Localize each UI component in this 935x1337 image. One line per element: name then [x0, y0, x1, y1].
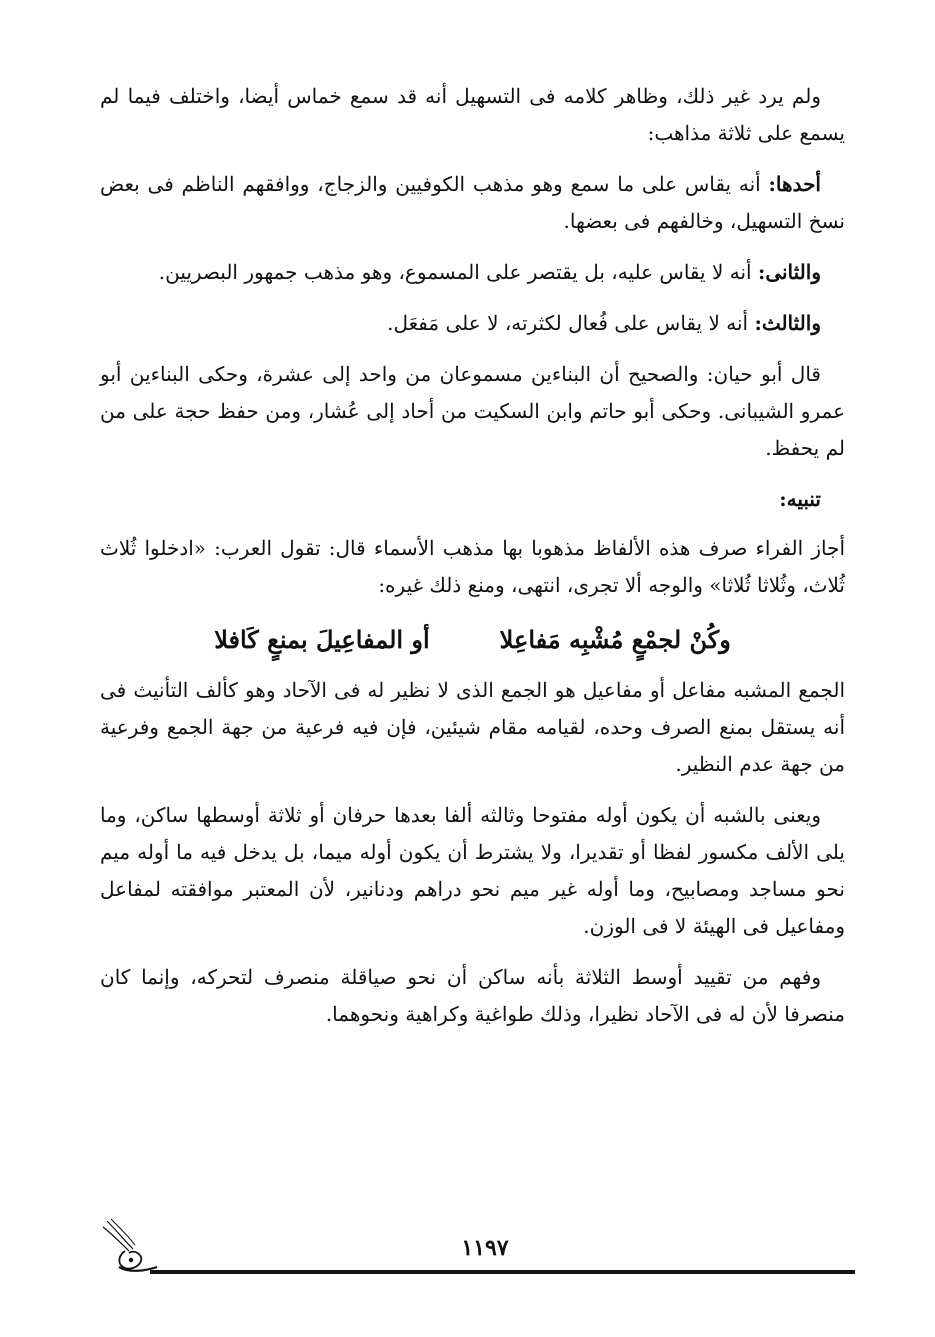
- commentary-paragraph: [100, 672, 845, 783]
- quill-ornament-icon: [95, 1215, 165, 1277]
- paragraph-text: أنه يقاس على ما سمع وهو مذهب الكوفيين والزجاج، ووافقهم الناظم فى بعض نسخ التسهيل، وخالفهم فى بعضها.: [100, 172, 845, 233]
- commentary-paragraph: [100, 797, 845, 945]
- paragraph-intro: [100, 78, 845, 152]
- paragraph-lead: أحدها:: [768, 172, 821, 196]
- paragraph-abu-hayyan: [100, 356, 845, 467]
- paragraph-text: أنه لا يقاس عليه، بل يقتصر على المسموع، وهو مذهب جمهور البصريين.: [158, 260, 758, 284]
- paragraph-lead: والثانى:: [757, 260, 821, 284]
- paragraph-text: الجمع المشبه مفاعل أو مفاعيل هو الجمع الذى لا نظير له فى الآحاد وهو كألف التأنيث فى أنه يستقل بمنع الصرف وحده، لقيامه مقام شيئين، فإن فيه فرعية من جهة الجمع وفرعية من جهة عدم النظير.: [100, 678, 845, 776]
- paragraph-first-view: [100, 166, 845, 240]
- paragraph-third-view: [100, 305, 845, 342]
- page-number: ١١٩٧: [461, 1235, 509, 1261]
- paragraph-lead: والثالث:: [754, 311, 821, 335]
- verse-second-hemistich: أو المفاعِيلَ بمنعٍ كَافلا: [214, 625, 430, 654]
- commentary-paragraph: [100, 959, 845, 1033]
- tanbih-paragraph: [100, 530, 845, 604]
- page-body: [100, 78, 845, 1047]
- verse-line: [100, 618, 845, 662]
- paragraph-second-view: [100, 254, 845, 291]
- paragraph-text: أجاز الفراء صرف هذه الألفاظ مذهوبا بها مذهب الأسماء قال: تقول العرب: «ادخلوا ثُلاث ثُلاث، وثُلاثا ثُلاثا» والوجه ألا تجرى، انتهى، ومنع ذلك غيره:: [100, 536, 845, 597]
- paragraph-text: قال أبو حيان: والصحيح أن البناءين مسموعان من واحد إلى عشرة، وحكى البناءين أبو عمرو الشيبانى. وحكى أبو حاتم وابن السكيت من أحاد إلى عُشار، ومن حفظ حجة على من لم يحفظ.: [100, 362, 845, 460]
- paragraph-text: ولم يرد غير ذلك، وظاهر كلامه فى التسهيل أنه قد سمع خماس أيضا، واختلف فيما لم يسمع على ثلاثة مذاهب:: [100, 84, 845, 145]
- page-footer: [95, 1215, 855, 1285]
- paragraph-text: أنه لا يقاس على فُعال لكثرته، لا على مَفعَل.: [387, 311, 755, 335]
- verse-first-hemistich: وكُنْ لجمْعٍ مُشْبِه مَفاعِلا: [499, 625, 731, 654]
- paragraph-text: وفهم من تقييد أوسط الثلاثة بأنه ساكن أن نحو صياقلة منصرف لتحركه، وإنما كان منصرفا لأن له فى الآحاد نظيرا، وذلك طواغية وكراهية ونحوهما.: [100, 965, 845, 1026]
- tanbih-heading: تنبيه:: [779, 487, 821, 511]
- paragraph-text: ويعنى بالشبه أن يكون أوله مفتوحا وثالثه ألفا بعدها حرفان أو ثلاثة أوسطها ساكن، وما يلى الألف مكسور لفظا أو تقديرا، ولا يشترط أن يكون أوله ميما، بل يدخل فيه ما أوله ميم نحو مساجد ومصابيح، وما أوله غير ميم نحو دراهم ودنانير، لأن المعتبر موافقته لمفاعل ومفاعيل فى الهيئة لا فى الوزن.: [100, 803, 845, 938]
- footer-rule: [150, 1270, 855, 1274]
